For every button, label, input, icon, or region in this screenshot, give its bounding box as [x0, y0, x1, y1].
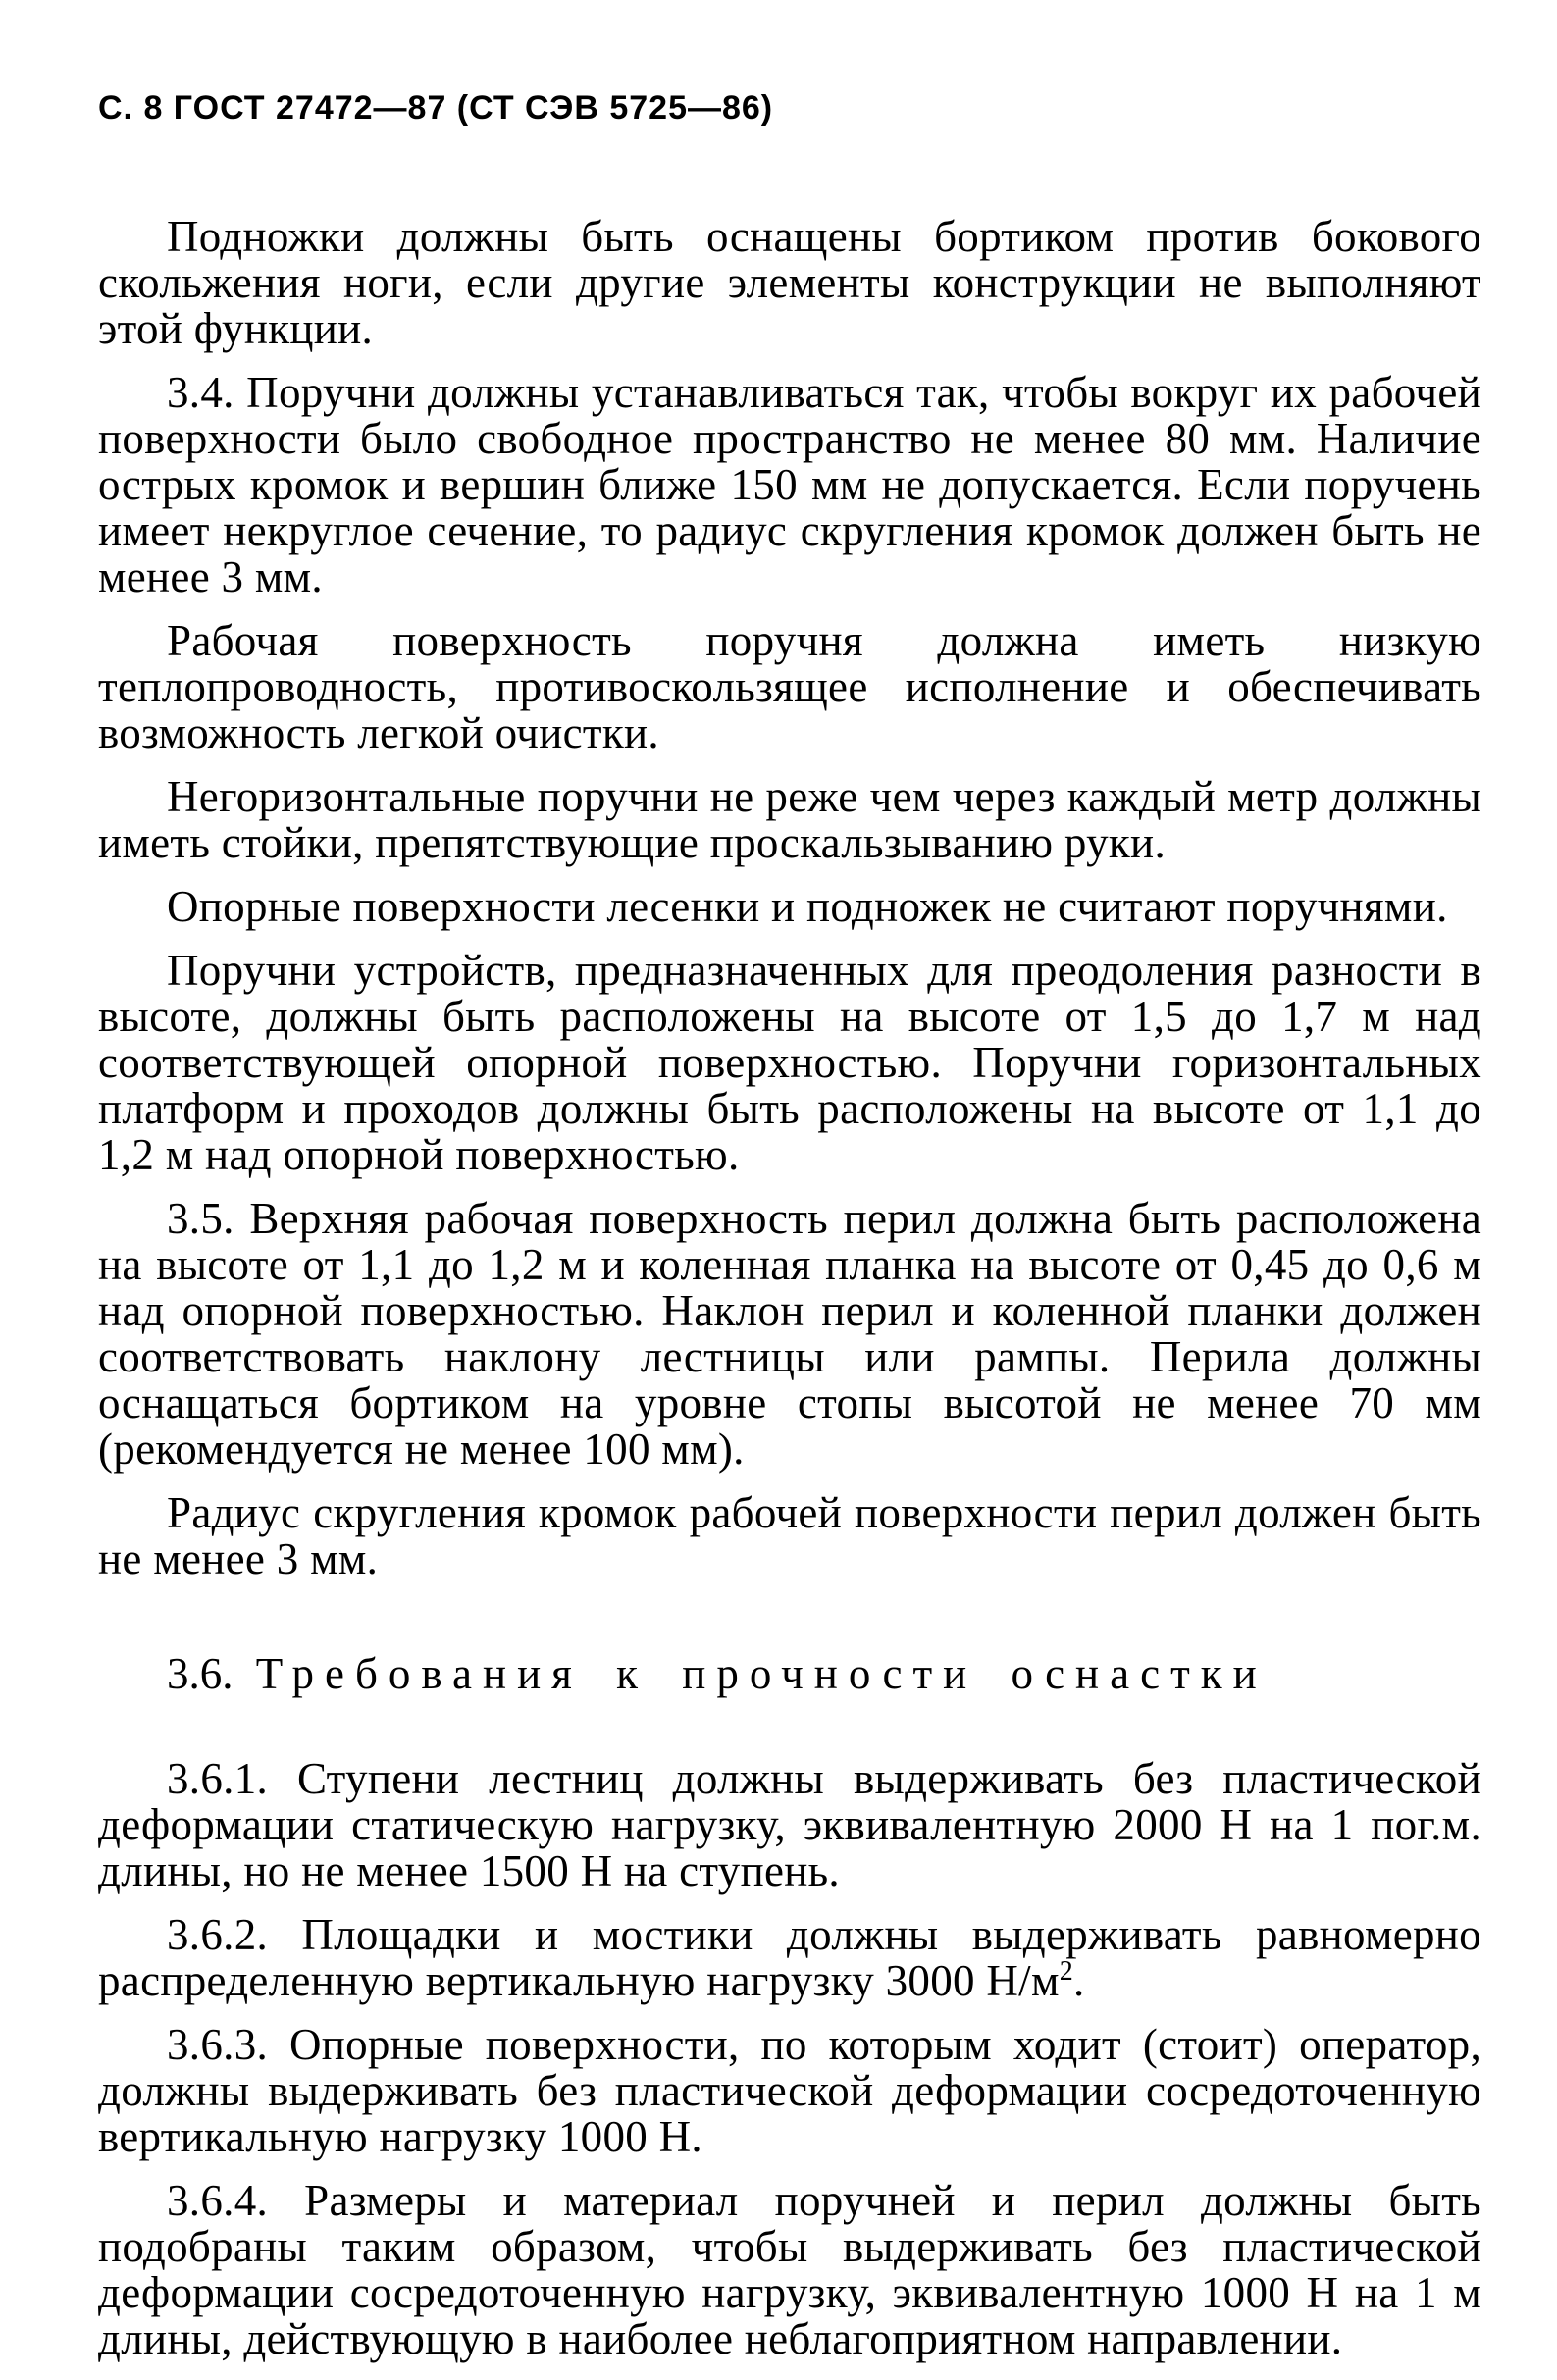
- paragraph: 3.6.3. Опорные поверхности, по которым ходит (стоит) оператор, должны выдерживать без пластической деформации сосредоточенную вертикальную нагрузку 1000 Н.: [98, 2020, 1481, 2161]
- section-title: Требования к прочности оснастки: [255, 1649, 1268, 1698]
- paragraph: Поручни устройств, предназначенных для преодоления разности в высоте, должны быть расположены на высоте от 1,5 до 1,7 м над соответствующей опорной поверхностью. Поручни горизонтальных платформ и проходов должны быть расположены на высоте от 1,1 до 1,2 м над опорной поверхностью.: [98, 946, 1481, 1179]
- paragraph: 3.6.4. Размеры и материал поручней и перил должны быть подобраны таким образом, чтобы выдерживать без пластической деформации сосредоточенную нагрузку, эквивалентную 1000 Н на 1 м длины, действующую в наиболее неблагоприятном направлении.: [98, 2176, 1481, 2363]
- paragraph: Опорные поверхности лесенки и подножек не считают поручнями.: [167, 882, 1448, 931]
- paragraph: Рабочая поверхность поручня должна иметь низкую теплопроводность, противоскользящее исполнение и обеспечивать возможность легкой очистки.: [98, 616, 1481, 757]
- paragraph-text: 3.6.2. Площадки и мостики должны выдерживать равномерно распределенную вертикальную нагрузку 3000 Н/м: [98, 1910, 1481, 2005]
- paragraph: Негоризонтальные поручни не реже чем через каждый метр должны иметь стойки, препятствующие проскальзыванию руки.: [98, 772, 1481, 867]
- page-header: С. 8 ГОСТ 27472—87 (СТ СЭВ 5725—86): [98, 89, 774, 127]
- paragraph: Подножки должны быть оснащены бортиком против бокового скольжения ноги, если другие элементы конструкции не выполняют этой функции.: [98, 212, 1481, 353]
- superscript: 2: [1059, 1956, 1074, 1987]
- section-number: 3.6.: [167, 1649, 234, 1698]
- paragraph: 3.5. Верхняя рабочая поверхность перил должна быть расположена на высоте от 1,1 до 1,2 м и коленная планка на высоте от 0,45 до 0,6 м над опорной поверхностью. Наклон перил и коленной планки должен соответствовать наклону лестницы или рампы. Перила должны оснащаться бортиком на уровне стопы высотой не менее 70 мм (рекомендуется не менее 100 мм).: [98, 1194, 1481, 1474]
- paragraph: Радиус скругления кромок рабочей поверхности перил должен быть не менее 3 мм.: [98, 1488, 1481, 1583]
- section-heading: [98, 1651, 1481, 1697]
- paragraph: 3.6.1. Ступени лестниц должны выдерживать без пластической деформации статическую нагрузку, эквивалентную 2000 Н на 1 пог.м. длины, но не менее 1500 Н на ступень.: [98, 1754, 1481, 1895]
- paragraph-3-6-2: [98, 1912, 1481, 2004]
- document-page: [98, 88, 1481, 2380]
- paragraph: 3.4. Поручни должны устанавливаться так, чтобы вокруг их рабочей поверхности было свободное пространство не менее 80 мм. Наличие острых кромок и вершин ближе 150 мм не допускается. Если поручень имеет некруглое сечение, то радиус скругления кромок должен быть не менее 3 мм.: [98, 368, 1481, 601]
- paragraph-end: .: [1073, 1956, 1085, 2005]
